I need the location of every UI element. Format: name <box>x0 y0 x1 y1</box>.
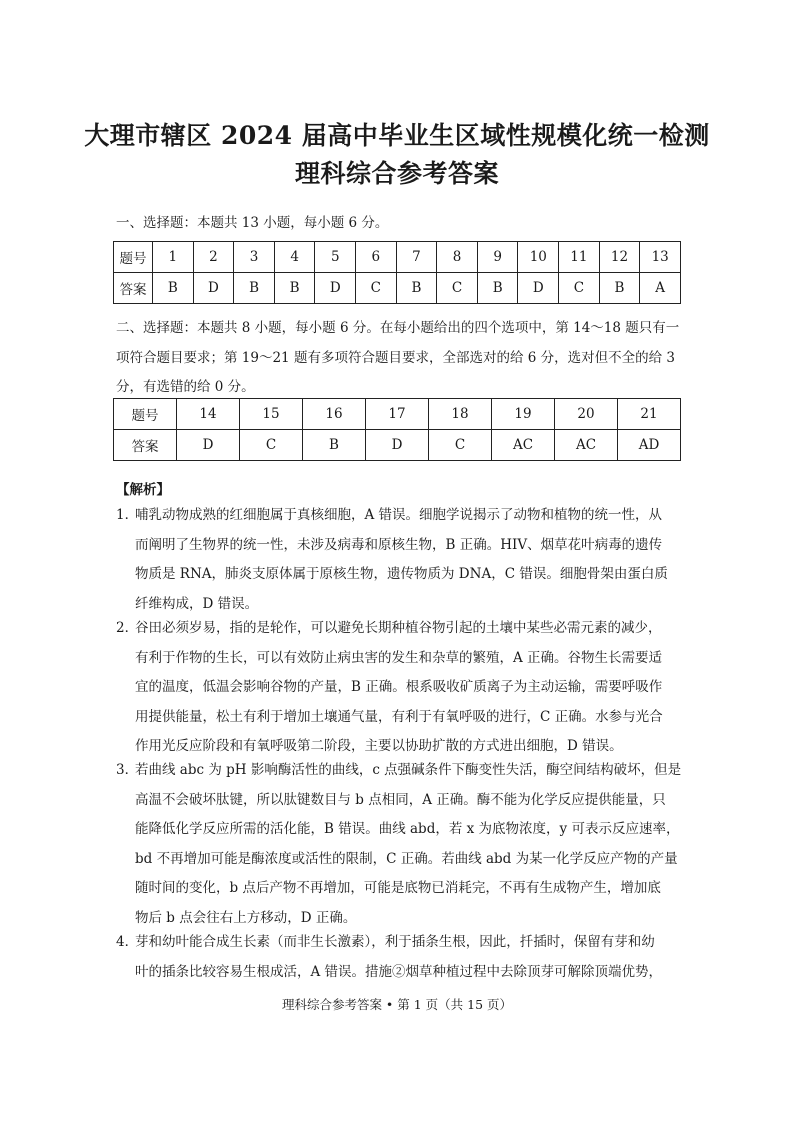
answer-cell: B <box>396 273 437 304</box>
item-number: 2． <box>116 620 139 636</box>
answer-cell: D <box>518 273 559 304</box>
item-line: 能降低化学反应所需的活化能，B 错误。曲线 abd，若 x 为底物浓度，y 可表示反应速率， <box>135 821 680 837</box>
question-number: 2 <box>193 242 234 273</box>
analysis-item-1 <box>135 501 668 619</box>
section2-heading <box>116 314 679 403</box>
question-number: 11 <box>559 242 600 273</box>
item-line: 物质是 RNA，肺炎支原体属于原核生物，遗传物质为 DNA，C 错误。细胞骨架由蛋白质 <box>135 566 668 582</box>
analysis-item-4 <box>135 928 662 987</box>
document-subtitle: 理科综合参考答案 <box>294 159 499 188</box>
answer-cell: B <box>303 430 366 461</box>
answer-cell: D <box>177 430 240 461</box>
heading-line: 项符合题目要求；第 19～21 题有多项符合题目要求，全部选对的给 6 分，选对但不全的给 3 <box>116 349 675 366</box>
row-label: 答案 <box>114 273 153 304</box>
row-label: 题号 <box>114 399 177 430</box>
answer-cell: C <box>240 430 303 461</box>
question-number: 18 <box>429 399 492 430</box>
item-line: 若曲线 abc 为 pH 影响酶活性的曲线，c 点强碱条件下酶变性失活，酶空间结构破坏，但是 <box>135 762 682 778</box>
answer-table-2 <box>113 398 681 461</box>
analysis-item-2 <box>135 614 663 762</box>
question-number: 8 <box>437 242 478 273</box>
answer-cell: C <box>437 273 478 304</box>
answer-cell: D <box>366 430 429 461</box>
answer-cell: A <box>640 273 681 304</box>
answer-cell: C <box>559 273 600 304</box>
item-line: 纤维构成，D 错误。 <box>135 595 259 612</box>
question-number: 20 <box>555 399 618 430</box>
question-number: 7 <box>396 242 437 273</box>
page-footer: 理科综合参考答案 • 第 1 页（共 15 页） <box>281 997 513 1012</box>
item-line: 用提供能量，松土有利于增加土壤通气量，有利于有氧呼吸的进行，C 正确。水参与光合 <box>135 708 663 725</box>
item-line: 哺乳动物成熟的红细胞属于真核细胞，A 错误。细胞学说揭示了动物和植物的统一性，从 <box>135 507 663 523</box>
item-line: 随时间的变化，b 点后产物不再增加，可能是底物已消耗完，不再有生成物产生，增加底 <box>135 880 661 896</box>
section1-heading: 一、选择题：本题共 13 小题，每小题 6 分。 <box>116 215 389 231</box>
answer-cell: B <box>274 273 315 304</box>
question-number: 4 <box>274 242 315 273</box>
item-line: 有利于作物的生长，可以有效防止病虫害的发生和杂草的繁殖，A 正确。谷物生长需要适 <box>135 649 663 666</box>
question-number: 21 <box>618 399 681 430</box>
answer-cell: AC <box>492 430 555 461</box>
answer-cell: D <box>193 273 234 304</box>
answer-cell: AC <box>555 430 618 461</box>
analysis-item-3 <box>135 756 681 933</box>
question-number: 10 <box>518 242 559 273</box>
row-label: 答案 <box>114 430 177 461</box>
table-row <box>114 430 681 461</box>
question-number: 12 <box>599 242 640 273</box>
answer-table-1 <box>113 241 681 304</box>
answer-cell: B <box>599 273 640 304</box>
item-line: 叶的插条比较容易生根成活，A 错误。措施②烟草种植过程中去除顶芽可解除顶端优势， <box>135 963 663 980</box>
question-number: 6 <box>356 242 397 273</box>
item-number: 3． <box>116 762 139 778</box>
answer-cell: B <box>153 273 194 304</box>
row-label: 题号 <box>114 242 153 273</box>
question-number: 1 <box>153 242 194 273</box>
answer-cell: B <box>477 273 518 304</box>
item-number: 1． <box>116 507 139 523</box>
answer-cell: C <box>356 273 397 304</box>
heading-line: 二、选择题：本题共 8 小题，每小题 6 分。在每小题给出的四个选项中，第 14～18 题只有一 <box>116 320 680 336</box>
item-line: 而阐明了生物界的统一性，未涉及病毒和原核生物，B 正确。HIV、烟草花叶病毒的遗传 <box>135 536 663 553</box>
table-row <box>114 273 681 304</box>
heading-line: 分，有选错的给 0 分。 <box>116 379 255 395</box>
question-number: 3 <box>234 242 275 273</box>
question-number: 13 <box>640 242 681 273</box>
answer-cell: D <box>315 273 356 304</box>
question-number: 14 <box>177 399 240 430</box>
item-line: 芽和幼叶能合成生长素（而非生长激素），利于插条生根，因此，扦插时，保留有芽和幼 <box>135 934 655 950</box>
item-line: 宜的温度，低温会影响谷物的产量，B 正确。根系吸收矿质离子为主动运输，需要呼吸作 <box>135 679 663 695</box>
answer-cell: B <box>234 273 275 304</box>
item-line: 物后 b 点会往右上方移动，D 正确。 <box>135 909 357 926</box>
question-number: 19 <box>492 399 555 430</box>
question-number: 9 <box>477 242 518 273</box>
item-number: 4． <box>116 934 139 950</box>
analysis-heading: 【解析】 <box>116 482 170 498</box>
item-line: 谷田必须岁易，指的是轮作，可以避免长期种植谷物引起的土壤中某些必需元素的减少， <box>135 620 662 636</box>
question-number: 15 <box>240 399 303 430</box>
item-line: bd 不再增加可能是酶浓度或活性的限制，C 正确。若曲线 abd 为某一化学反应产物的产量 <box>135 850 678 867</box>
question-number: 16 <box>303 399 366 430</box>
table-row <box>114 242 681 273</box>
table-row <box>114 399 681 430</box>
answer-cell: C <box>429 430 492 461</box>
item-line: 高温不会破坏肽键，所以肽键数目与 b 点相同，A 正确。酶不能为化学反应提供能量，只 <box>135 791 666 808</box>
answer-cell: AD <box>618 430 681 461</box>
question-number: 17 <box>366 399 429 430</box>
question-number: 5 <box>315 242 356 273</box>
item-line: 作用光反应阶段和有氧呼吸第二阶段，主要以协助扩散的方式进出细胞，D 错误。 <box>135 738 623 754</box>
document-title: 大理市辖区 2024 届高中毕业生区域性规模化统一检测 <box>84 121 710 150</box>
